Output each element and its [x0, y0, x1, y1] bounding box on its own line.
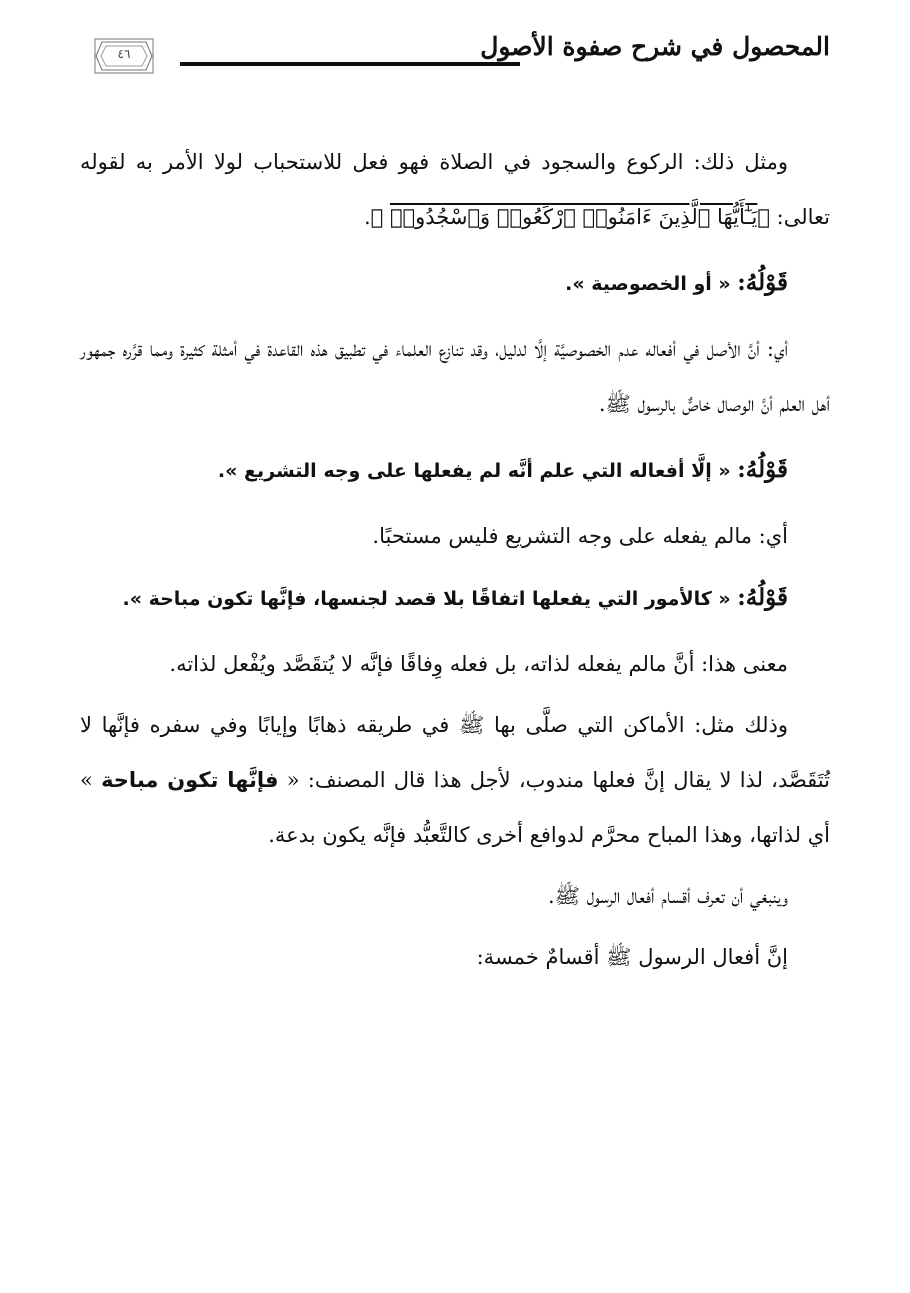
quran-verse: يَـٰٓأَيُّهَا ٱلَّذِينَ ءَامَنُوا۟ ٱرْكَعُوا۟ وَٱسْجُدُوا۟	[389, 205, 758, 229]
header-rule	[180, 62, 520, 66]
paragraph-five-categories: إنَّ أفعال الرسول ﷺ أقسامٌ خمسة:	[476, 945, 788, 969]
paragraph-khususiyyah-explained: أي: أنَّ الأصل في أفعاله عدم الخصوصيَّة إلَّا لدليل، وقد تنازع العلماء في تطبيق هذه القاعدة في أمثلة كثيرة ومما قرَّره جمهور أهل العلم أنَّ الوصال خاصٌّ بالرسول ﷺ.	[80, 337, 830, 416]
qawl-label: قَوْلُهُ:	[737, 584, 788, 611]
qawl-label: قَوْلُهُ:	[737, 456, 788, 483]
qawl-quote: « كالأمور التي يفعلها اتفاقًا بلا قصد لجنسها، فإنَّها تكون مباحة ».	[122, 588, 738, 610]
paragraph-meaning: معنى هذا: أنَّ مالم يفعله لذاته، بل فعله وِفاقًا فإنَّه لا يُتقَصَّد ويُفْعل لذاته.	[169, 652, 788, 676]
paragraph-text: ﴾.	[363, 205, 390, 229]
qawl-tashri	[80, 442, 830, 499]
qawl-quote: « إلَّا أفعاله التي علم أنَّه لم يفعلها على وجه التشريع ».	[217, 460, 738, 482]
qawl-mubah	[80, 570, 830, 627]
page-number-badge	[94, 38, 154, 74]
paragraph-ruku-sujud	[80, 135, 830, 245]
paragraph-text: ومثل ذلك: الركوع والسجود في الصلاة فهو فعل للاستحباب لولا الأمر به لقوله تعالى: ﴿	[80, 150, 830, 229]
paragraph-example-places	[80, 698, 830, 863]
qawl-khususiyyah	[80, 255, 830, 312]
paragraph-know-categories: وينبغي أن تعرف أقسام أفعال الرسول ﷺ.	[548, 884, 788, 908]
paragraph-not-mustahabb: أي: مالم يفعله على وجه التشريع فليس مستحبًا.	[372, 524, 788, 548]
page-header	[90, 32, 830, 84]
bold-quote: فإنَّها تكون مباحة	[101, 768, 279, 792]
qawl-quote: « أو الخصوصية ».	[565, 273, 738, 295]
qawl-label: قَوْلُهُ:	[737, 269, 788, 296]
page-body	[80, 135, 830, 991]
page-number: ٤٦	[117, 47, 131, 61]
book-title: المحصول في شرح صفوة الأصول	[480, 32, 830, 61]
paragraph-text: وذلك مثل: الأماكن التي صلَّى بها ﷺ في طريقه ذهابًا وإيابًا وفي سفره فإنَّها لا تُتَقَصَّد، لذا لا يقال إنَّ فعلها مندوب، لأجل هذا قال المصنف: «	[80, 713, 830, 792]
paragraph-text: » أي لذاتها، وهذا المباح محرَّم لدوافع أخرى كالتَّعبُّد فإنَّه يكون بدعة.	[80, 768, 830, 847]
